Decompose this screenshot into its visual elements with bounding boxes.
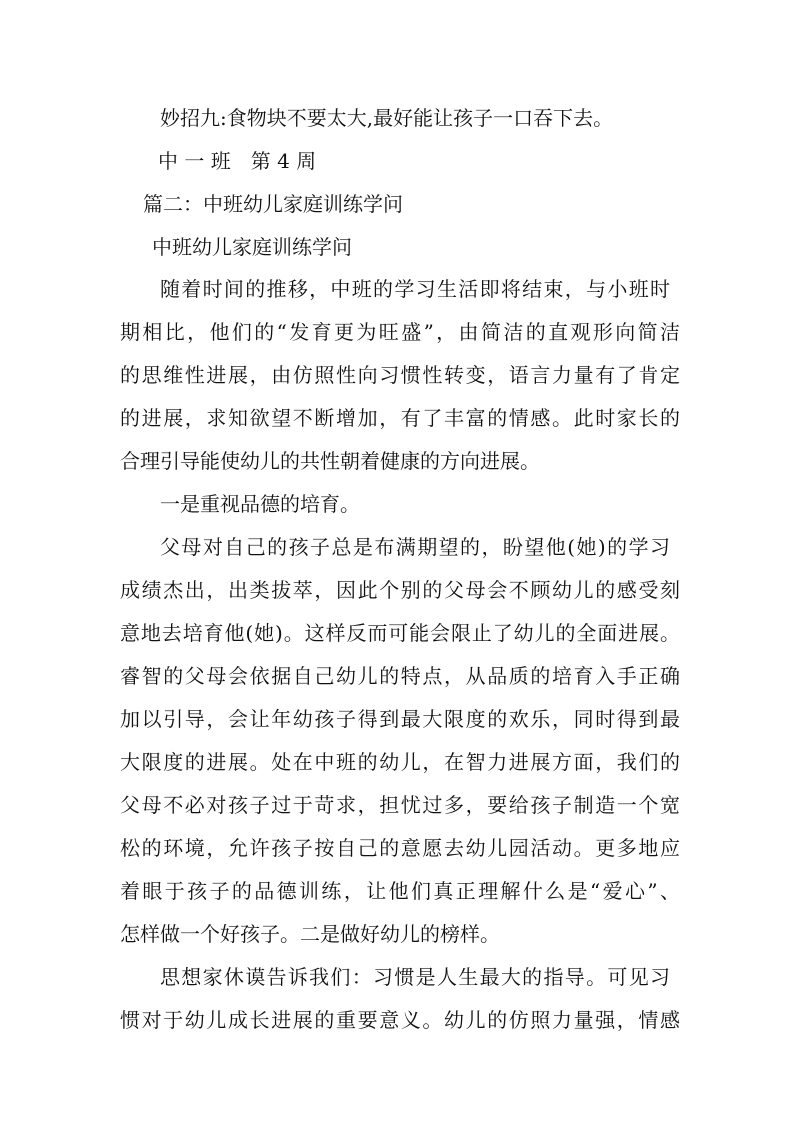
paragraph-line: 的思维性进展，由仿照性向习惯性转变，语言力量有了肯定	[120, 363, 680, 387]
paragraph-line: 松的环境，允许孩子按自己的意愿去幼儿园活动。更多地应	[120, 836, 680, 860]
paragraph-line: 期相比，他们的“发育更为旺盛”，由简洁的直观形向简洁	[120, 320, 680, 344]
section-title-line: 篇二：中班幼儿家庭训练学问	[143, 192, 403, 216]
paragraph-line: 加以引导，会让年幼孩子得到最大限度的欢乐，同时得到最	[120, 707, 680, 731]
paragraph-line: 的进展，求知欲望不断增加，有了丰富的情感。此时家长的	[120, 406, 680, 430]
class-week-line: 中 一 班 第 4 周	[158, 149, 317, 173]
paragraph-line: 思想家休谟告诉我们：习惯是人生最大的指导。可见习	[160, 965, 670, 989]
article-title-line: 中班幼儿家庭训练学问	[152, 235, 352, 259]
paragraph-line: 睿智的父母会依据自己幼儿的特点，从品质的培育入手正确	[120, 664, 680, 688]
paragraph-line: 着眼于孩子的品德训练，让他们真正理解什么是“爱心”、	[120, 879, 680, 903]
paragraph-line: 随着时间的推移，中班的学习生活即将结束，与小班时	[160, 277, 670, 301]
paragraph-line: 惯对于幼儿成长进展的重要意义。幼儿的仿照力量强，情感	[120, 1008, 680, 1032]
tip-nine-line: 妙招九:食物块不要太大,最好能让孩子一口吞下去。	[160, 106, 614, 130]
paragraph-line: 大限度的进展。处在中班的幼儿，在智力进展方面，我们的	[120, 750, 680, 774]
paragraph-line: 合理引导能使幼儿的共性朝着健康的方向进展。	[120, 449, 540, 473]
paragraph-line: 成绩杰出，出类拔萃，因此个别的父母会不顾幼儿的感受刻	[120, 578, 680, 602]
heading-line: 一是重视品德的培育。	[160, 492, 360, 516]
paragraph-line: 父母对自己的孩子总是布满期望的，盼望他(她)的学习	[160, 535, 670, 559]
paragraph-line: 父母不必对孩子过于苛求，担忧过多，要给孩子制造一个宽	[120, 793, 680, 817]
paragraph-line: 意地去培育他(她)。这样反而可能会限止了幼儿的全面进展。	[120, 621, 680, 645]
paragraph-line: 怎样做一个好孩子。二是做好幼儿的榜样。	[120, 922, 500, 946]
